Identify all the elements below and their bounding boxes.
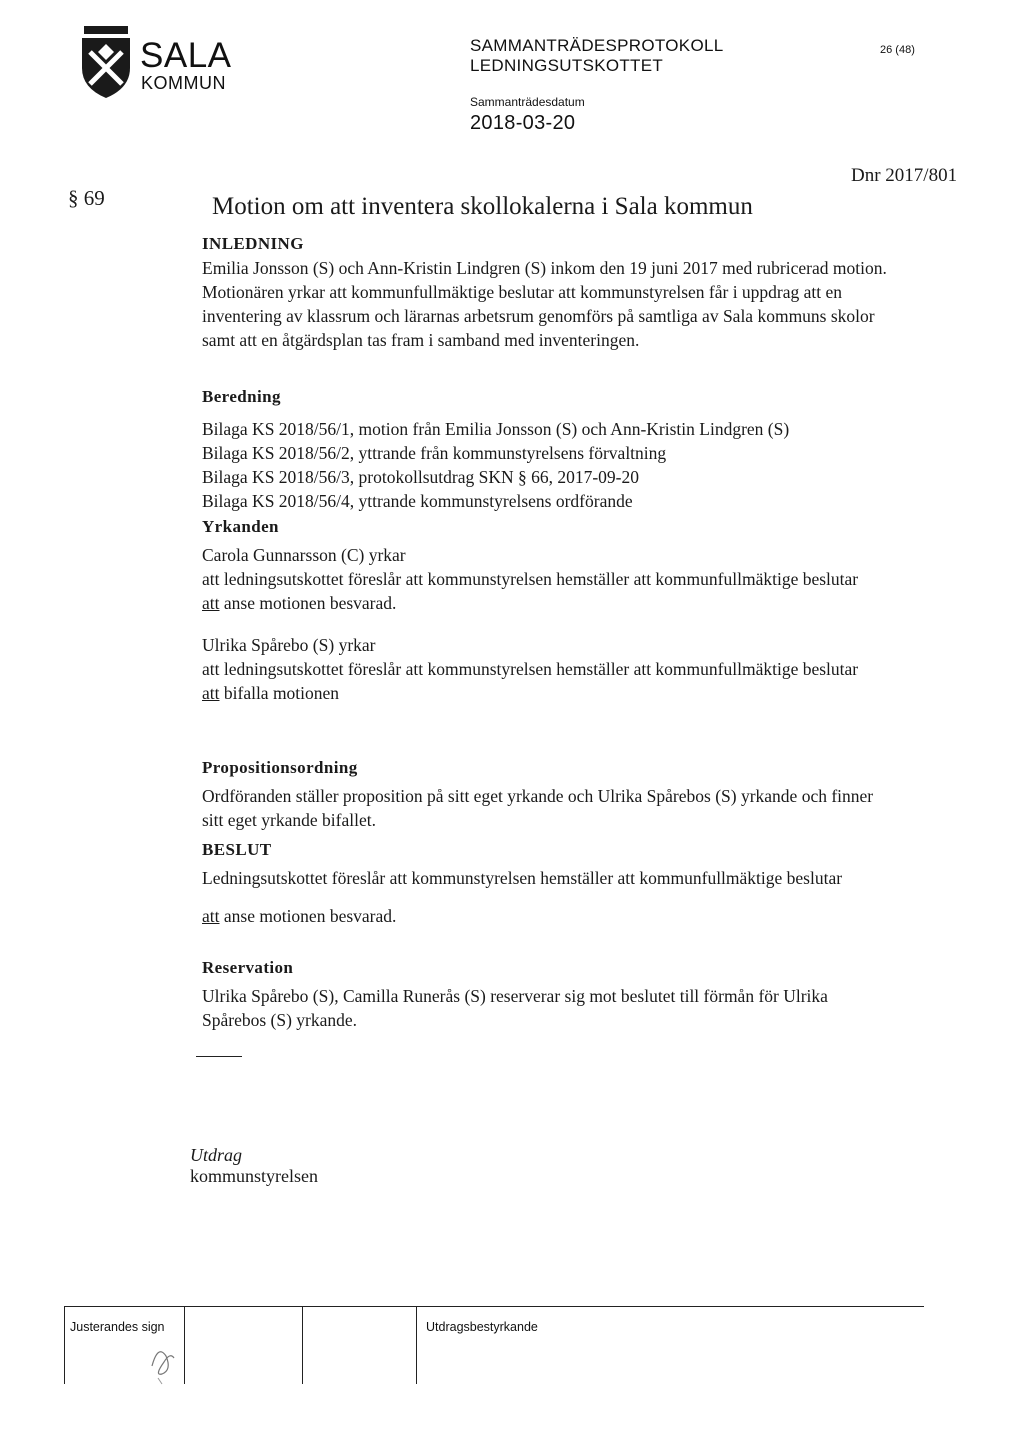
- signature-scribble-icon: [144, 1326, 184, 1386]
- att-keyword: att: [202, 906, 220, 926]
- beredning-item: Bilaga KS 2018/56/4, yttrande kommunstyrelsens ordförande: [202, 491, 633, 511]
- decision-heading: BESLUT: [202, 840, 272, 859]
- proposition-heading: Propositionsordning: [202, 758, 358, 777]
- signer-initials-label: Justerandes sign: [70, 1320, 165, 1334]
- motion-decision: [202, 591, 902, 615]
- municipality-logo: [78, 22, 268, 102]
- decision-text: anse motionen besvarad.: [219, 593, 397, 613]
- logo-name: SALA: [140, 36, 232, 75]
- case-number: Dnr 2017/801: [851, 165, 958, 186]
- decision-section: [202, 838, 902, 928]
- motion-proposal: att ledningsutskottet föreslår att kommunstyrelsen hemställer att kommunfullmäktige beslutar: [202, 569, 859, 589]
- yrkanden-section: [202, 515, 902, 705]
- signature-box-divider: [302, 1306, 303, 1384]
- proposition-section: [202, 756, 902, 832]
- decision-text: anse motionen besvarad.: [219, 906, 397, 926]
- signature-box-divider: [64, 1306, 65, 1384]
- committee-name: LEDNINGSUTSKOTTET: [470, 56, 664, 75]
- reservation-heading: Reservation: [202, 958, 294, 977]
- proposition-text: Ordföranden ställer proposition på sitt eget yrkande och Ulrika Spårebos (S) yrkande och finner sitt eget yrkande bifallet.: [202, 786, 874, 830]
- signature-box-divider: [184, 1306, 185, 1384]
- intro-section: [202, 232, 902, 352]
- decision-body: Ledningsutskottet föreslår att kommunstyrelsen hemställer att kommunfullmäktige beslutar: [202, 868, 843, 888]
- beredning-item: Bilaga KS 2018/56/3, protokollsutdrag SKN § 66, 2017-09-20: [202, 467, 639, 487]
- decision-text: bifalla motionen: [219, 683, 340, 703]
- intro-heading: INLEDNING: [202, 234, 304, 253]
- meeting-date: 2018-03-20: [470, 112, 576, 134]
- beredning-item: Bilaga KS 2018/56/1, motion från Emilia Jonsson (S) och Ann-Kristin Lindgren (S): [202, 419, 790, 439]
- reservation-text: Ulrika Spårebo (S), Camilla Runerås (S) reserverar sig mot beslutet till förmån för Ulrika Spårebos (S) yrkande.: [202, 986, 828, 1030]
- motion-proposer: Ulrika Spårebo (S) yrkar: [202, 635, 376, 655]
- att-keyword: att: [202, 593, 220, 613]
- decision-resolution: [202, 904, 902, 928]
- motion-decision: [202, 681, 902, 705]
- paragraph-number: § 69: [68, 186, 105, 210]
- extract-recipient: kommunstyrelsen: [190, 1166, 318, 1186]
- document-type: SAMMANTRÄDESPROTOKOLL: [470, 36, 724, 55]
- signature-box-top-line: [64, 1306, 924, 1307]
- divider: [196, 1056, 242, 1057]
- extract-certification-label: Utdragsbestyrkande: [426, 1320, 538, 1334]
- beredning-heading: Beredning: [202, 387, 281, 406]
- beredning-section: [202, 385, 902, 513]
- att-keyword: att: [202, 683, 220, 703]
- motion-proposal: att ledningsutskottet föreslår att kommunstyrelsen hemställer att kommunfullmäktige beslutar: [202, 659, 859, 679]
- page-number: 26 (48): [880, 44, 915, 56]
- beredning-item: Bilaga KS 2018/56/2, yttrande från kommunstyrelsens förvaltning: [202, 443, 667, 463]
- signature-box: [64, 1306, 934, 1386]
- section-title: Motion om att inventera skollokalerna i Sala kommun: [212, 193, 753, 220]
- yrkanden-heading: Yrkanden: [202, 517, 279, 536]
- extract-label: Utdrag: [190, 1145, 243, 1165]
- motion-proposer: Carola Gunnarsson (C) yrkar: [202, 545, 406, 565]
- coat-of-arms-icon: [78, 22, 134, 102]
- reservation-section: [202, 956, 902, 1032]
- signature-box-divider: [416, 1306, 417, 1384]
- meeting-date-label: Sammanträdesdatum: [470, 95, 585, 109]
- intro-text: Emilia Jonsson (S) och Ann-Kristin Lindgren (S) inkom den 19 juni 2017 med rubricerad motion. Motionären yrkar att kommunfullmäktige beslutar att kommunstyrelsen får i uppdrag att en inventering av klassrum och lärarnas arbetsrum genomförs på samtliga av Sala kommuns skolor samt att en åtgärdsplan tas fram i samband med inventeringen.: [202, 258, 887, 350]
- logo-subtitle: KOMMUN: [141, 73, 226, 93]
